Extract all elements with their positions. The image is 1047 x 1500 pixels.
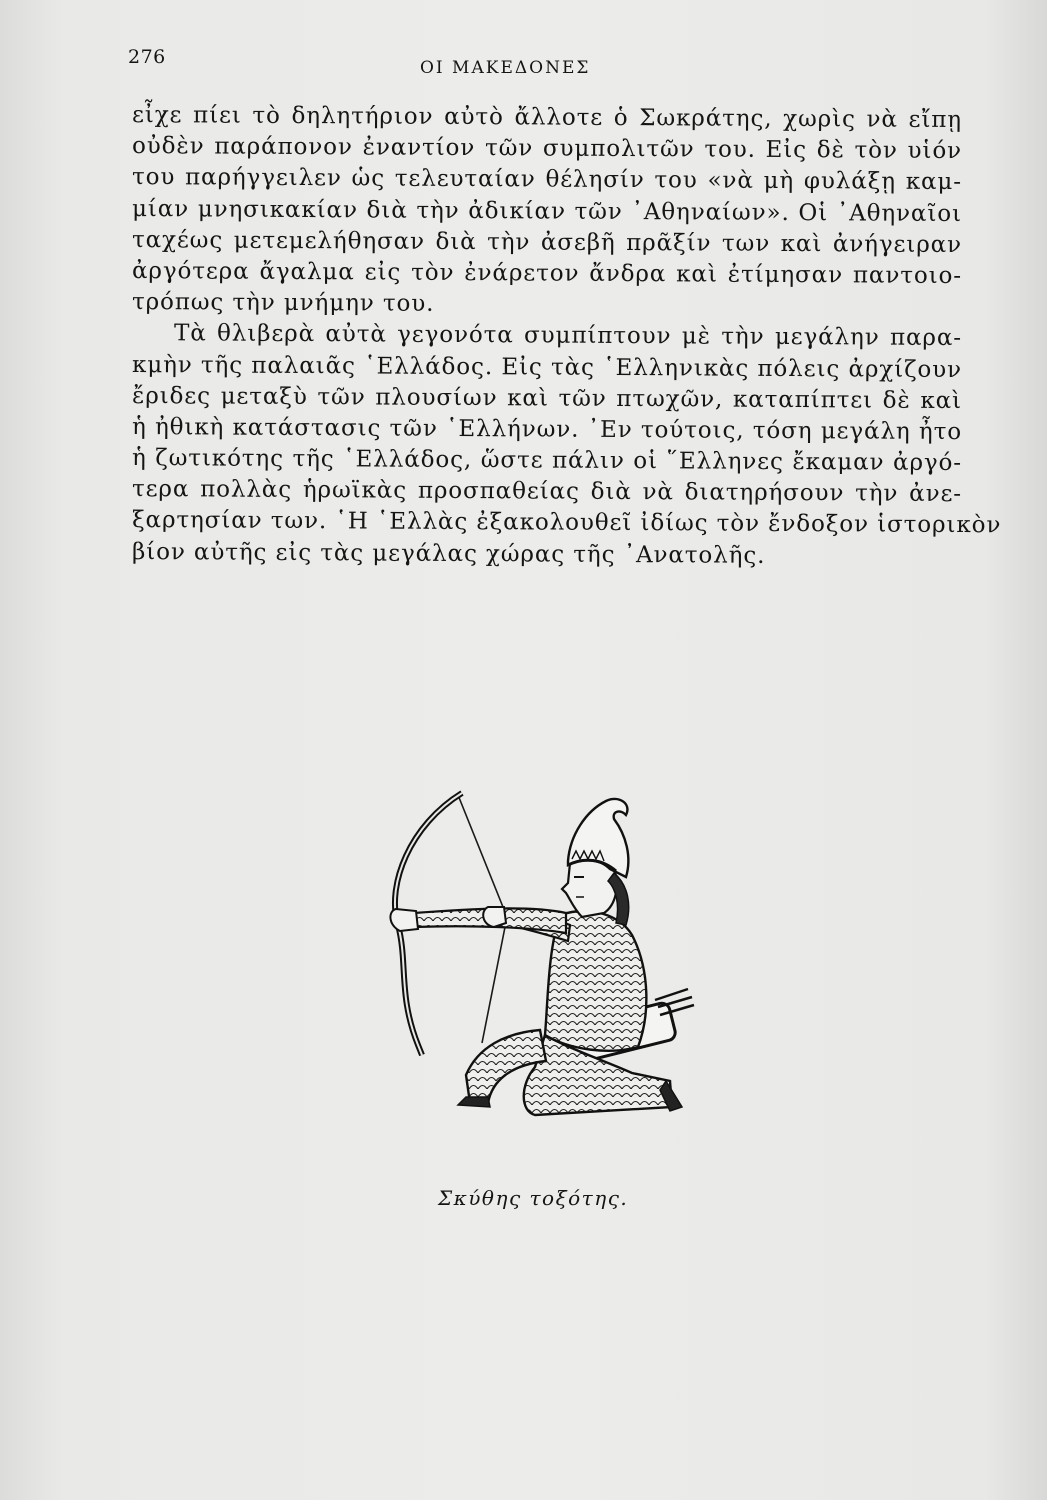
scythian-archer-illustration [370, 785, 700, 1130]
text-line: εἶχε πίει τὸ δηλητήριον αὐτὸ ἄλλοτε ὁ Σωκράτης, χωρὶς νὰ εἴπῃ [131, 102, 963, 134]
text-line: Τὰ θλιβερὰ αὐτὰ γεγονότα συμπίπτουν μὲ τὴν μεγάλην παρα- [173, 320, 963, 352]
bow-string-lower [482, 917, 507, 1043]
text-line: τερα πολλὰς ἡρωϊκὰς προσπαθείας διὰ νὰ διατηρήσουν τὴν ἀνε- [131, 476, 963, 508]
body-text [131, 100, 1002, 569]
text-line: ἀργότερα ἄγαλμα εἰς τὸν ἐνάρετον ἄνδρα καὶ ἐτίμησαν παντοιο- [131, 257, 963, 290]
running-title: ΟΙ ΜΑΚΕΔΟΝΕΣ [420, 58, 591, 78]
text-line: ἡ ζωτικότης τῆς ῾Ελλάδος, ὥστε πάλιν οἱ ῞Ελληνες ἔκαμαν ἀργό- [131, 445, 963, 477]
text-line: κμὴν τῆς παλαιᾶς ῾Ελλάδος. Εἰς τὰς ῾Ελληνικὰς πόλεις ἀρχίζουν [131, 351, 963, 383]
text-line: βίον αὐτῆς εἰς τὰς μεγάλας χώρας τῆς ᾿Ανατολῆς. [131, 538, 766, 569]
page-number: 276 [128, 46, 166, 68]
paragraph-2 [131, 318, 1002, 569]
paragraph-1 [132, 100, 962, 318]
text-line: ἡ ἠθικὴ κατάστασις τῶν ῾Ελλήνων. ᾿Εν τούτοις, τόση μεγάλη ἦτο [131, 413, 963, 445]
text-line: ταχέως μετεμελήθησαν διὰ τὴν ἀσεβῆ πρᾶξίν των καὶ ἀνήγειραν [131, 226, 963, 258]
text-line: μίαν μνησικακίαν διὰ τὴν ἀδικίαν τῶν ᾿Αθηναίων». Οἱ ᾿Αθηναῖοι [131, 195, 963, 227]
text-line: ἔριδες μεταξὺ τῶν πλουσίων καὶ τῶν πτωχῶν, καταπίπτει δὲ καὶ [131, 382, 963, 414]
text-line: οὐδὲν παράπονον ἐναντίον τῶν συμπολιτῶν του. Εἰς δὲ τὸν υἱόν [131, 133, 963, 165]
text-line: ξαρτησίαν των. ῾Η ῾Ελλὰς ἐξακολουθεῖ ἰδίως τὸν ἔνδοξον ἱστορικὸν [131, 507, 1002, 539]
figure-caption: Σκύθης τοξότης. [438, 1186, 629, 1210]
bow-string [458, 795, 507, 917]
text-line: του παρήγγειλεν ὡς τελευταίαν θέλησίν του «νὰ μὴ φυλάξῃ καμ- [131, 164, 963, 196]
text-line: τρόπως τὴν μνήμην του. [131, 289, 435, 317]
